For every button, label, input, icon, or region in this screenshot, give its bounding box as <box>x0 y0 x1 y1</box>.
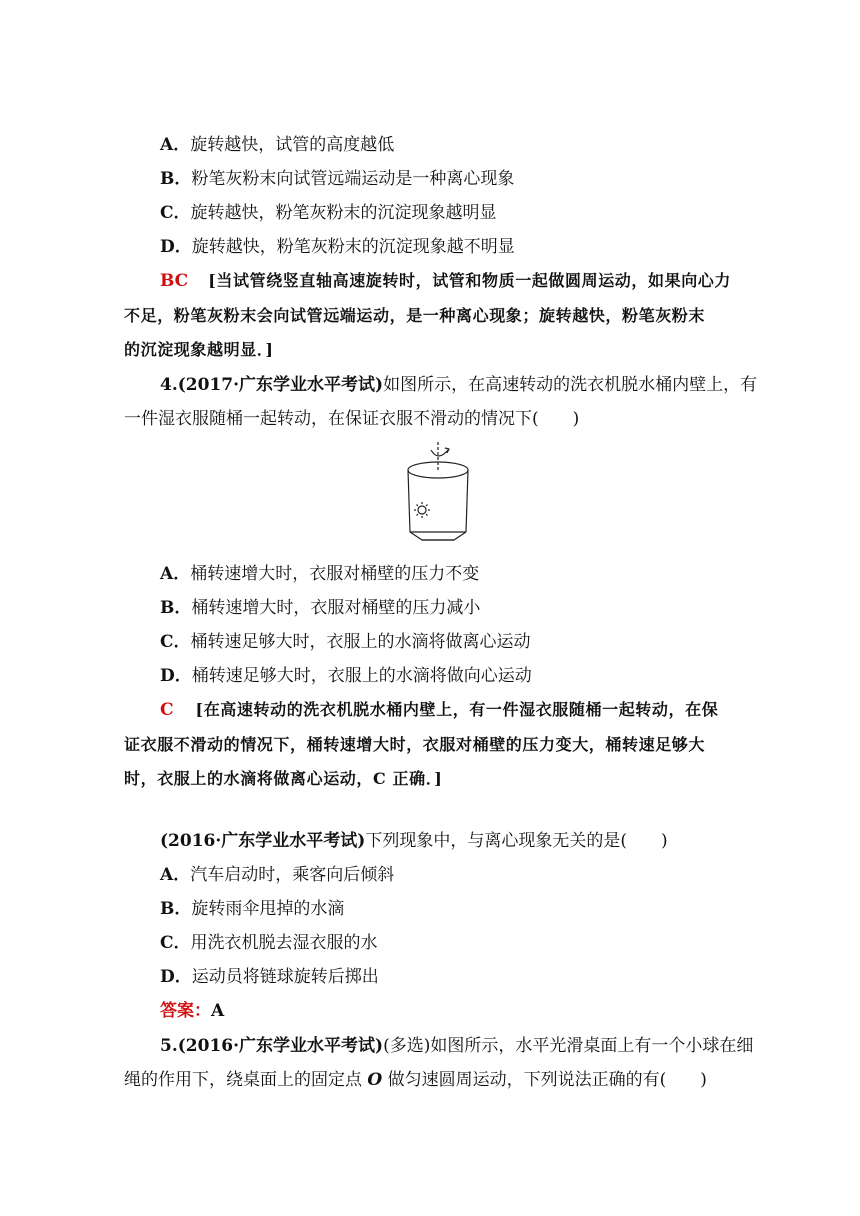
option-c <box>160 932 378 954</box>
option-letter: D． <box>160 666 192 686</box>
option-letter: B． <box>160 899 192 919</box>
question-source: (2017·广东学业水平考试) <box>177 375 384 395</box>
answer-explanation-1 <box>160 270 731 292</box>
question-4-stem <box>160 374 757 396</box>
question-text: 如图所示，水平光滑桌面上有一个小球在细 <box>430 1036 754 1056</box>
option-letter: C． <box>160 632 191 652</box>
option-text: 桶转速足够大时，衣服上的水滴将做离心运动 <box>190 632 531 652</box>
option-b <box>160 168 514 190</box>
question-number: 5. <box>160 1036 178 1056</box>
drum-base <box>410 532 466 540</box>
option-a <box>160 134 394 156</box>
clothes-icon <box>418 506 426 514</box>
drum-right-wall <box>466 470 468 532</box>
question-5-stem <box>160 1035 753 1057</box>
option-d <box>160 966 379 988</box>
option-d <box>160 665 532 687</box>
option-letter: C． <box>160 933 191 953</box>
option-letter: B． <box>160 598 192 618</box>
option-text: 桶转速足够大时，衣服上的水滴将做向心运动 <box>191 666 532 686</box>
answer-key: BC <box>160 271 189 291</box>
option-letter: A． <box>160 865 191 885</box>
option-text: 用洗衣机脱去湿衣服的水 <box>190 933 378 953</box>
option-text: 桶转速增大时，衣服对桶壁的压力减小 <box>191 598 481 618</box>
option-letter: C． <box>160 203 191 223</box>
option-text: 旋转雨伞甩掉的水滴 <box>191 899 345 919</box>
option-letter: A． <box>160 135 191 155</box>
rotation-arrow-icon <box>431 450 448 456</box>
explanation-line: 证衣服不滑动的情况下，桶转速增大时，衣服对桶壁的压力变大，桶转速足够大 <box>124 735 706 754</box>
option-text: 粉笔灰粉末向试管远端运动是一种离心现象 <box>191 169 515 189</box>
option-d <box>160 236 515 258</box>
option-c <box>160 202 497 224</box>
option-a <box>160 864 394 886</box>
question-text-line2 <box>124 1069 707 1091</box>
option-text: 运动员将链球旋转后掷出 <box>191 967 379 987</box>
option-letter: D． <box>160 967 192 987</box>
question-number: 4. <box>160 375 178 395</box>
option-letter: D． <box>160 237 192 257</box>
explanation-line: [当试管绕竖直轴高速旋转时，试管和物质一起做圆周运动，如果向心力 <box>208 271 731 290</box>
option-a <box>160 563 479 585</box>
question-text: 一件湿衣服随桶一起转动，在保证衣服不滑动的情况下( ) <box>124 409 580 429</box>
question-source: (2016·广东学业水平考试) <box>177 1036 384 1056</box>
option-text: 旋转越快，试管的高度越低 <box>190 135 395 155</box>
answer-explanation-4 <box>160 699 718 721</box>
question-text: 做匀速圆周运动，下列说法正确的有( ) <box>382 1070 707 1090</box>
question-text: 绳的作用下，绕桌面上的固定点 <box>124 1070 368 1090</box>
option-b <box>160 898 344 920</box>
answer-key: C <box>160 700 174 720</box>
point-label: O <box>367 1070 383 1090</box>
option-b <box>160 597 480 619</box>
answer-line <box>160 1000 224 1022</box>
explanation-line: 不足，粉笔灰粉末会向试管远端运动，是一种离心现象；旋转越快，粉笔灰粉末 <box>124 306 706 325</box>
option-c <box>160 631 531 653</box>
option-text: 桶转速增大时，衣服对桶壁的压力不变 <box>190 564 480 584</box>
answer-label: 答案： <box>160 1001 211 1021</box>
answer-key: A <box>211 1001 225 1021</box>
explanation-line: 的沉淀现象越明显．] <box>124 340 274 359</box>
question-source: (2016·广东学业水平考试) <box>160 831 366 851</box>
question-extra-stem <box>160 830 668 852</box>
drum-left-wall <box>408 470 410 532</box>
option-letter: B． <box>160 169 192 189</box>
option-text: 旋转越快，粉笔灰粉末的沉淀现象越明显 <box>190 203 497 223</box>
explanation-line: 时，衣服上的水滴将做离心运动，C 正确．] <box>124 769 443 788</box>
question-text: 下列现象中，与离心现象无关的是( ) <box>365 831 668 851</box>
explanation-line: [在高速转动的洗衣机脱水桶内壁上，有一件湿衣服随桶一起转动，在保 <box>195 700 719 719</box>
clothes-rays <box>414 502 430 518</box>
option-text: 旋转越快，粉笔灰粉末的沉淀现象越不明显 <box>191 237 515 257</box>
option-letter: A． <box>160 564 191 584</box>
question-tag: (多选) <box>383 1036 431 1056</box>
option-text: 汽车启动时，乘客向后倾斜 <box>190 865 395 885</box>
question-text: 如图所示，在高速转动的洗衣机脱水桶内壁上，有 <box>383 375 758 395</box>
washing-drum-figure <box>398 440 480 556</box>
